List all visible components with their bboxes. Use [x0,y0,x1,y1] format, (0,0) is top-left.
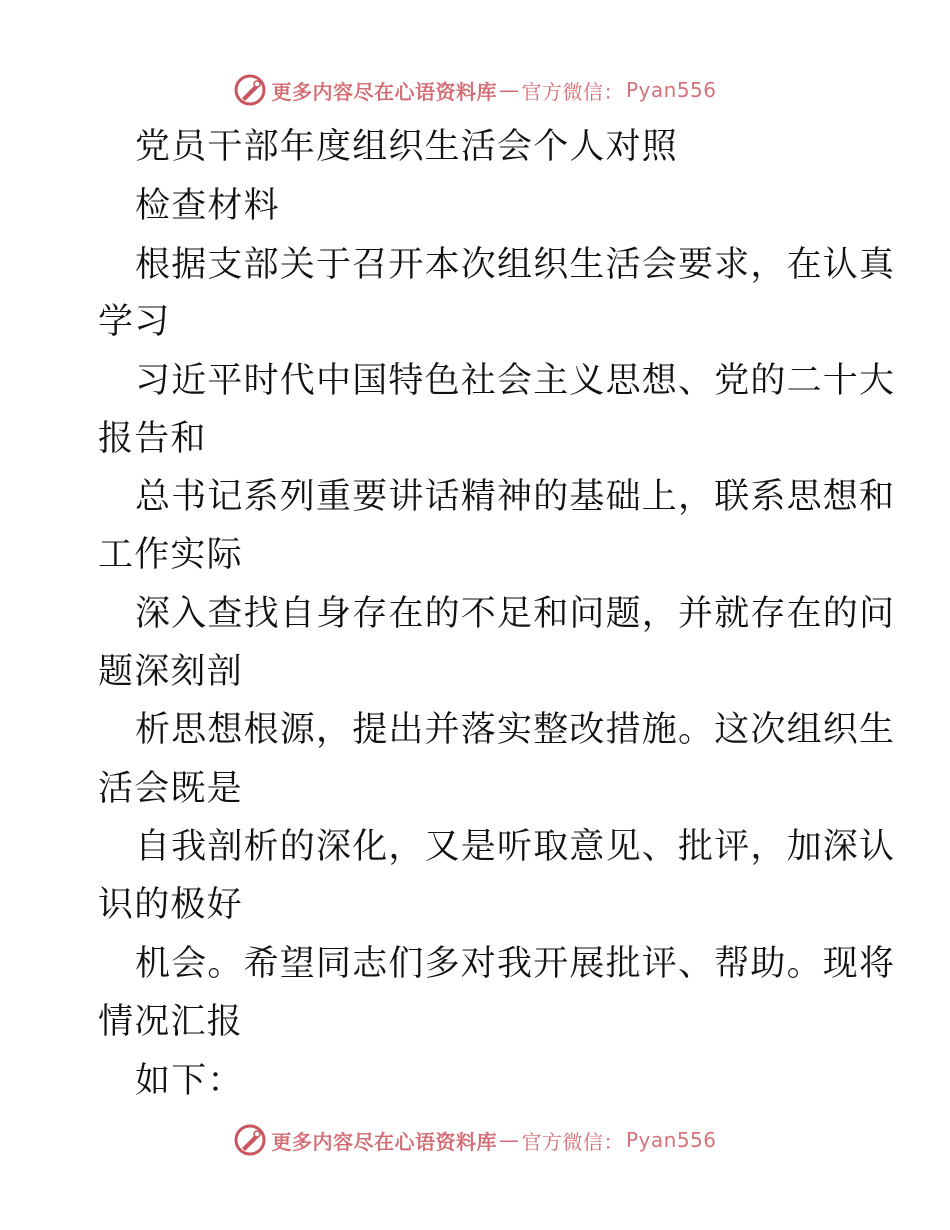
paragraph-line: 情况汇报 [98,1002,243,1042]
paragraph-line: 深入查找自身存在的不足和问题，并就存在的问 [135,594,896,634]
document-title-line-2: 检查材料 [135,186,280,226]
paragraph-line: 自我剖析的深化，又是听取意见、批评，加深认 [135,827,896,867]
paragraph-line: 如下： [135,1061,244,1101]
watermark-text: 更多内容尽在心语资料库 [271,1129,497,1154]
paragraph-line: 习近平时代中国特色社会主义思想、党的二十大 [135,361,896,401]
watermark-wechat-id: Pyan556 [625,1128,717,1152]
watermark-separator: — [498,1128,520,1152]
paragraph-line: 学习 [98,302,171,342]
paragraph-line: 题深刻剖 [98,652,243,692]
paragraph-line: 识的极好 [98,885,243,925]
paragraph-line: 总书记系列重要讲话精神的基础上，联系思想和 [135,477,896,517]
paragraph-line: 根据支部关于召开本次组织生活会要求，在认真 [135,245,896,285]
paragraph-line: 活会既是 [98,769,243,809]
footer-watermark [0,1120,950,1160]
paragraph-line: 机会。希望同志们多对我开展批评、帮助。现将 [135,944,896,984]
watermark-separator: — [498,78,520,102]
paragraph-line: 报告和 [98,419,207,459]
paragraph-line: 工作实际 [98,535,243,575]
quill-logo-icon [233,1123,267,1157]
paragraph-line: 析思想根源，提出并落实整改措施。这次组织生 [135,710,896,750]
document-title-line-1: 党员干部年度组织生活会个人对照 [135,127,679,167]
watermark-wechat-label: 官方微信： [521,79,624,104]
watermark-text: 更多内容尽在心语资料库 [271,79,497,104]
watermark-wechat-id: Pyan556 [625,78,717,102]
watermark-wechat-label: 官方微信： [521,1129,624,1154]
